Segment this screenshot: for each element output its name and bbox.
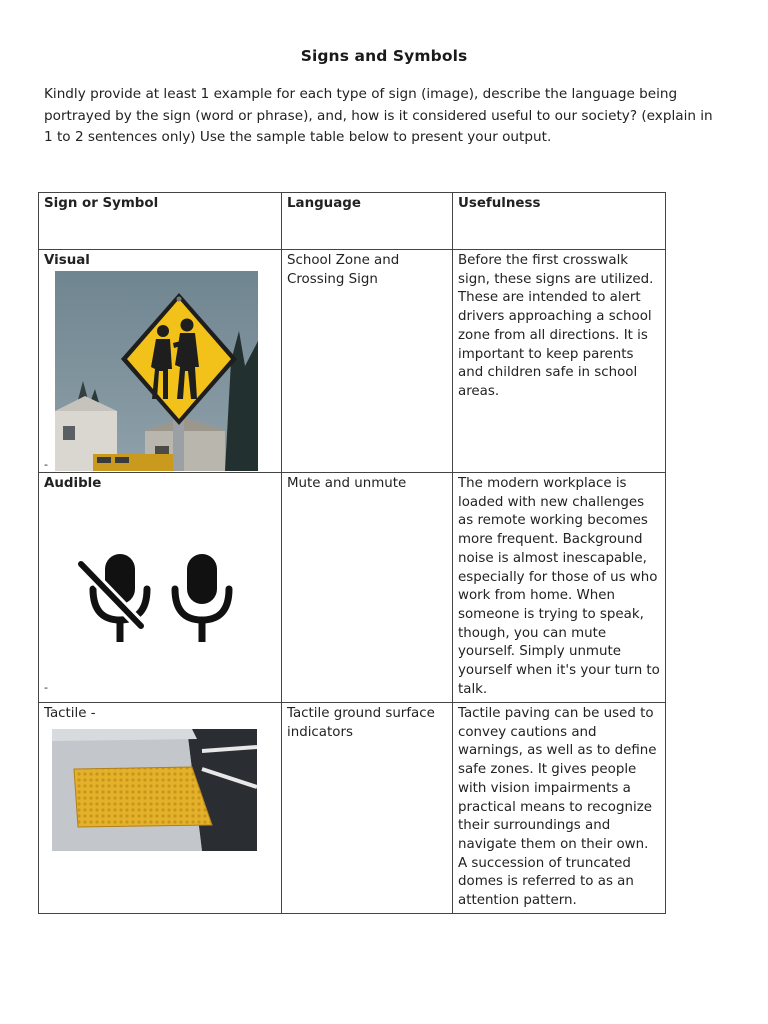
page-title: Signs and Symbols <box>300 47 468 65</box>
language-cell: Mute and unmute <box>282 473 453 703</box>
usefulness-cell: Before the first crosswalk sign, these signs are utilized. These are intended to alert drivers approaching a school zone from all directions. It is important to keep parents and children safe in school areas. <box>453 250 666 473</box>
school-crossing-sign-photo <box>55 271 258 471</box>
header-usefulness: Usefulness <box>453 193 666 250</box>
language-cell: School Zone and Crossing Sign <box>282 250 453 473</box>
sign-cell-audible <box>39 473 282 703</box>
mute-unmute-microphone-icons <box>55 494 258 694</box>
instructions-paragraph: Kindly provide at least 1 example for each type of sign (image), describe the language being portrayed by the sign (word or phrase), and, how is it considered useful to our society? (explain in 1 to 2 sentences only) Use the sample table below to present your output. <box>44 86 713 145</box>
header-language: Language <box>282 193 453 250</box>
table-row <box>39 473 666 703</box>
signs-table <box>38 192 666 914</box>
sign-cell-visual <box>39 250 282 473</box>
usefulness-cell: The modern workplace is loaded with new challenges as remote working becomes more frequent. Background noise is almost inescapable, especially for those of us who work from home. When someone is trying to speak, though, you can mute yourself. Simply unmute yourself when it's your turn to talk. <box>453 473 666 703</box>
sign-type-label: Audible <box>44 476 102 491</box>
header-sign-or-symbol: Sign or Symbol <box>39 193 282 250</box>
sign-type-label: Tactile - <box>44 706 96 721</box>
row-dash: - <box>44 457 48 471</box>
language-cell: Tactile ground surface indicators <box>282 703 453 914</box>
usefulness-cell: Tactile paving can be used to convey cautions and warnings, as well as to define safe zones. It gives people with vision impairments a practical means to recognize their surroundings and navigate them on their own. A succession of truncated domes is referred to as an attention pattern. <box>453 703 666 914</box>
table-row <box>39 250 666 473</box>
table-header-row <box>39 193 666 250</box>
sign-type-label: Visual <box>44 253 90 268</box>
sign-cell-tactile <box>39 703 282 914</box>
row-dash: - <box>44 680 48 694</box>
tactile-paving-photo <box>52 729 257 851</box>
table-row <box>39 703 666 914</box>
